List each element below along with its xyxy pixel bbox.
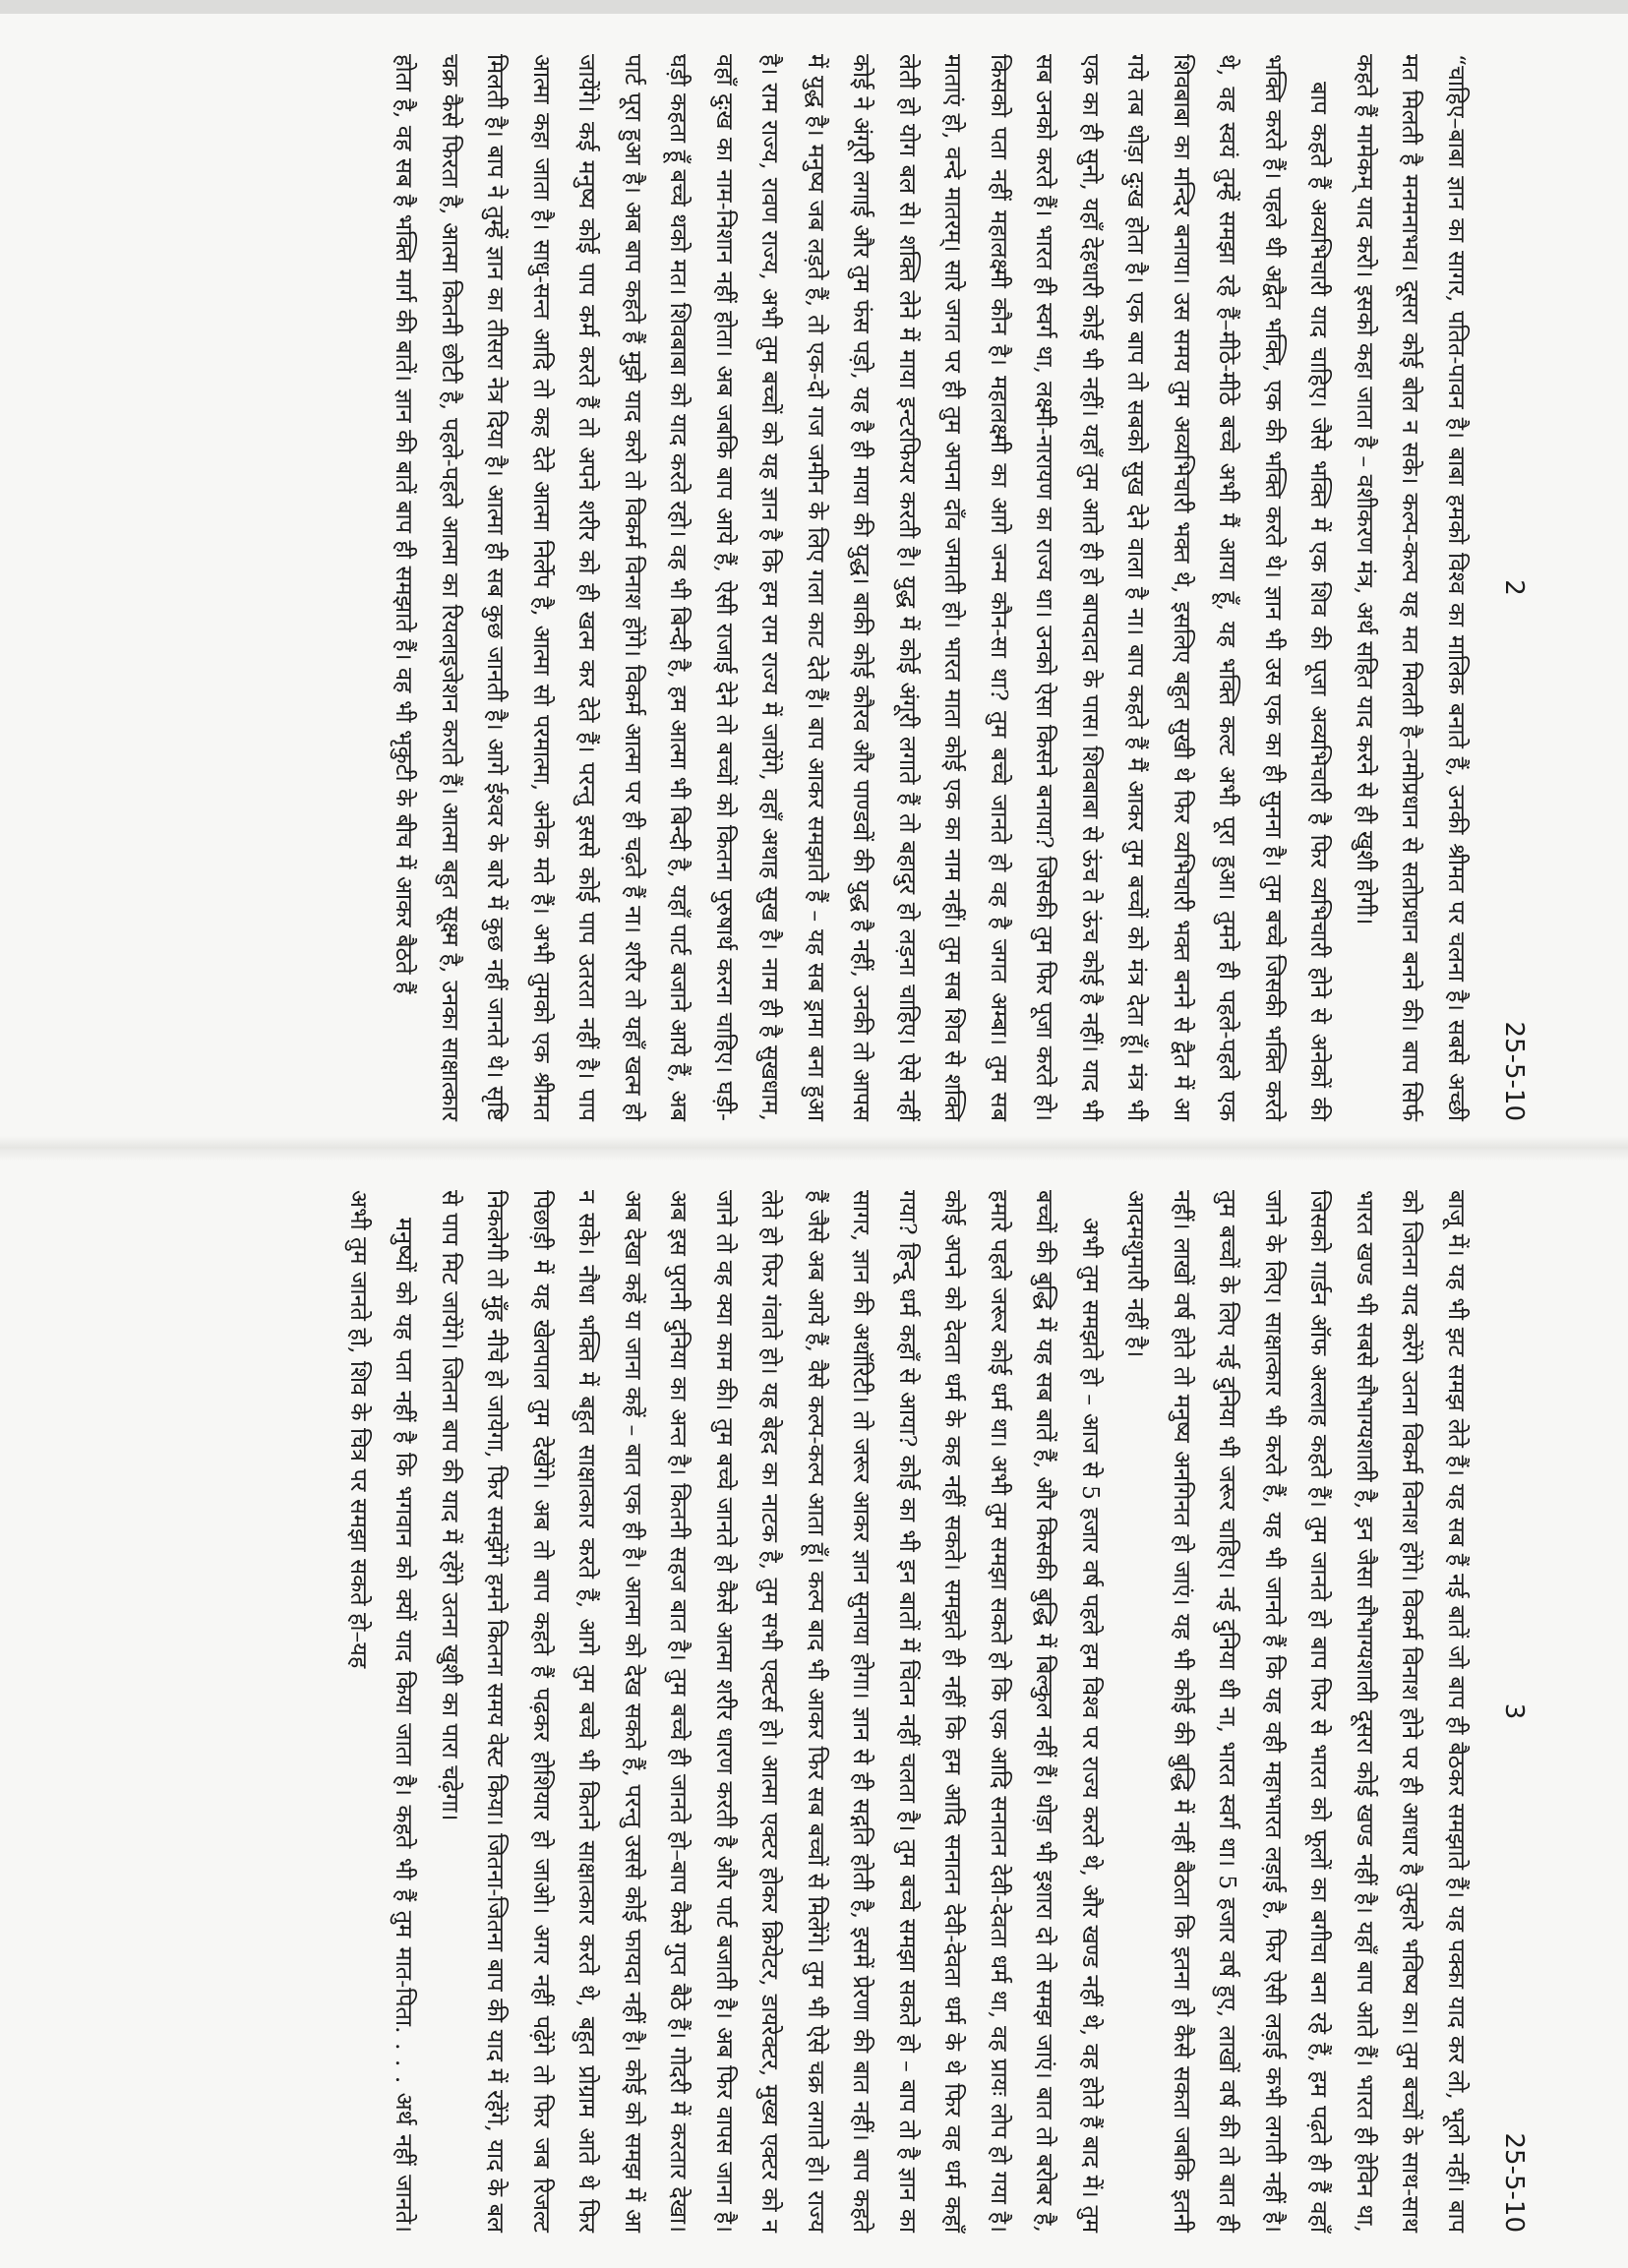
paragraph: “चाहिए–बाबा ज्ञान का सागर, पतित-पावन है। बाबा हमको विश्व का मालिक बनाते हैं, उनकी श्रीमत पर चलना है। सबसे अच्छी मत मिलती है मनमनाभव। दूसरा कोई बोल न सके। कल्प-कल्प यह मत मिलती है–तमोप्रधान से सतोप्रधान बनने की। बाप सिर्फ कहते हैं मामेकम् याद करो। इसको कहा जाता है – वशीकरण मंत्र, अर्थ सहित याद करने से ही खुशी होगी। [1352, 54, 1471, 1121]
bottom-page-text [336, 1190, 1480, 2233]
top-page [103, 54, 1535, 1121]
page-date: 25-5-10 [1499, 2132, 1529, 2233]
page-number: 3 [1499, 1702, 1529, 1720]
bottom-page-header [1479, 1190, 1535, 2233]
paragraph: बाजू में। यह भी झट समझ लेते हैं। यह सब हैं नई बातें जो बाप ही बैठकर समझाते हैं। यह पक्का याद कर लो, भूलो नहीं। बाप को जितना याद करेंगे उतना विकर्म विनाश होंगे। विकर्म विनाश होने पर ही आधार है तुम्हारे भविष्य का। तुम बच्चों के साथ-साथ भारत खण्ड भी सबसे सौभाग्यशाली है, इन जैसा सौभाग्यशाली दूसरा कोई खण्ड नहीं है। यहाँ बाप आते हैं। भारत ही हेविन था, जिसको गार्डन ऑफ अल्लाह कहते हैं। तुम जानते हो बाप फिर से भारत को फूलों का बगीचा बना रहे हैं, हम पढ़ते ही हैं वहाँ जाने के लिए। साक्षात्कार भी करते हैं, यह भी जानते हैं कि यह वही महाभारत लड़ाई है, फिर ऐसी लड़ाई कभी लगती नहीं है। तुम बच्चों के लिए नई दुनिया भी जरूर चाहिए। नई दुनिया थी ना, भारत स्वर्ग था। 5 हजार वर्ष हुए, लाखों वर्ष की तो बात ही नहीं। लाखों वर्ष होते तो मनुष्य अनगिनत हो जाएं। यह भी कोई की बुद्धि में नहीं बैठता कि इतना हो कैसे सकता जबकि इतनी आदमशुमारी नहीं है। [1122, 1190, 1471, 2234]
page-number: 2 [1499, 579, 1529, 596]
page-date: 25-5-10 [1499, 1021, 1529, 1121]
bottom-page [103, 1190, 1535, 2233]
fold-crease [0, 1136, 1628, 1162]
paragraph: अभी तुम समझते हो – आज से 5 हजार वर्ष पहले हम विश्व पर राज्य करते थे, और खण्ड नहीं थे, वह होते हैं बाद में। तुम बच्चों की बुद्धि में यह सब बातें हैं, और किसकी बुद्धि में बिल्कुल नहीं हैं। थोड़ा भी इशारा दो तो समझ जाएं। बात तो बरोबर है, हमारे पहले जरूर कोई धर्म था। अभी तुम समझा सकते हो कि एक आदि सनातन देवी-देवता धर्म था, वह प्रायः लोप हो गया है। कोई अपने को देवता धर्म के कह नहीं सकते। समझते ही नहीं कि हम आदि सनातन देवी-देवता धर्म के थे फिर वह धर्म कहाँ गया? हिन्दू धर्म कहाँ से आया? कोई का भी इन बातों में चिंतन नहीं चलता है। तुम बच्चे समझा सकते हो – बाप तो है ज्ञान का सागर, ज्ञान की अथॉरिटी। तो जरूर आकर ज्ञान सुनाया होगा। ज्ञान से ही सद्गति होती है, इसमें प्रेरणा की बात नहीं। बाप कहते हैं जैसे अब आये हैं, वैसे कल्प-कल्प आता हूँ। कल्प बाद भी आकर फिर सब बच्चों से मिलेंगे। तुम भी ऐसे चक्र लगाते हो। राज्य लेते हो फिर गंवाते हो। यह बेहद का नाटक है, तुम सभी एक्टर्स हो। आत्मा एक्टर होकर क्रियेटर, डायरेक्टर, मुख्य एक्टर को न जाने तो वह क्या काम की। तुम बच्चे जानते हो कैसे आत्मा शरीर धारण करती है और पार्ट बजाती है। अब फिर वापस जाना है। अब इस पुरानी दुनिया का अन्त है। कितनी सहज बात है। तुम बच्चे ही जानते हो–बाप कैसे गुप्त बैठे हैं। गोदरी में करतार देखा। अब देखा कहें या जाना कहें – बात एक ही है। आत्मा को देख सकते हैं, परन्तु उससे कोई फायदा नहीं है। कोई को समझ में आ न सके। नौधा भक्ति में बहुत साक्षात्कार करते हैं, आगे तुम बच्चे भी कितने साक्षात्कार करते थे, बहुत प्रोग्राम आते थे फिर पिछाड़ी में यह खेलपाल तुम देखेंगे। अब तो बाप कहते हैं पढ़कर होशियार हो जाओ। अगर नहीं पढ़ेंगे तो फिर जब रिजल्ट निकलेगी तो मुँह नीचे हो जायेगा, फिर समझेंगे हमने कितना समय वेस्ट किया। जितना-जितना बाप की याद में रहेंगे, याद के बल से पाप मिट जायेंगे। जितना बाप की याद में रहेंगे उतना खुशी का पारा चढ़ेगा। [437, 1190, 1105, 2233]
top-page-header [1479, 54, 1535, 1121]
paragraph: मनुष्यों को यह पता नहीं है कि भगवान को क्यों याद किया जाता है। कहते भी हैं तुम मात-पिता. . . . अर्थ नहीं जानते। अभी तुम जानते हो, शिव के चित्र पर समझा सकते हो–यह [345, 1190, 419, 2233]
scan-edge [0, 0, 1628, 14]
top-page-text [382, 54, 1479, 1121]
paragraph: बाप कहते हैं अव्यभिचारी याद चाहिए। जैसे भक्ति में एक शिव की पूजा अव्यभिचारी है फिर व्यभिचारी होने से अनेकों की भक्ति करते हैं। पहले थी अद्वैत भक्ति, एक की भक्ति करते थे। ज्ञान भी उस एक का ही सुनना है। तुम बच्चे जिसकी भक्ति करते थे, वह स्वयं तुम्हें समझा रहे हैं–मीठे-मीठे बच्चे अभी मैं आया हूँ, यह भक्ति कल्ट अभी पूरा हुआ। तुमने ही पहले-पहले एक शिवबाबा का मन्दिर बनाया। उस समय तुम अव्यभिचारी भक्त थे, इसलिए बहुत सुखी थे फिर व्यभिचारी भक्त बनने से द्वैत में आ गये तब थोड़ा दुःख होता है। एक बाप तो सबको सुख देने वाला है ना। बाप कहते हैं मैं आकर तुम बच्चों को मंत्र देता हूँ। मंत्र भी एक का ही सुनो, यहाँ देहधारी कोई भी नहीं। यहाँ तुम आते ही हो बापदादा के पास। शिवबाबा से ऊंच ते ऊंच कोई है नहीं। याद भी सब उनको करते हैं। भारत ही स्वर्ग था, लक्ष्मी-नारायण का राज्य था। उनको ऐसा किसने बनाया? जिसकी तुम फिर पूजा करते हो। किसको पता नहीं महालक्ष्मी कौन है। महालक्ष्मी का आगे जन्म कौन-सा था? तुम बच्चे जानते हो वह है जगत अम्बा। तुम सब माताएं हो, वन्दे मातरम्। सारे जगत पर ही तुम अपना दाँव जमाती हो। भारत माता कोई एक का नाम नहीं। तुम सब शिव से शक्ति लेती हो योग बल से। शक्ति लेने में माया इन्टरफियर करती है। युद्ध में कोई अंगूरी लगाते हैं तो बहादुर हो लड़ना चाहिए। ऐसे नहीं कोई ने अंगूरी लगाई और तुम फंस पड़ो, यह है ही माया की युद्ध। बाकी कोई कौरव और पाण्डवों की युद्ध है नहीं, उनकी तो आपस में युद्ध है। मनुष्य जब लड़ते हैं, तो एक-दो गज जमीन के लिए गला काट देते हैं। बाप आकर समझाते हैं – यह सब ड्रामा बना हुआ है। राम राज्य, रावण राज्य, अभी तुम बच्चों को यह ज्ञान है कि हम राम राज्य में जायेंगे, वहाँ अथाह सुख है। नाम ही है सुखधाम, वहाँ दुःख का नाम-निशान नहीं होता। अब जबकि बाप आये हैं, ऐसी राजाई देने तो बच्चों को कितना पुरुषार्थ करना चाहिए। घड़ी-घड़ी कहता हूँ बच्चे थको मत। शिवबाबा को याद करते रहो। वह भी बिन्दी है, हम आत्मा भी बिन्दी है, यहाँ पार्ट बजाने आये हैं, अब पार्ट पूरा हुआ है। अब बाप कहते हैं मुझे याद करो तो विकर्म विनाश होंगे। विकर्म आत्मा पर ही चढ़ते हैं ना। शरीर तो यहाँ खत्म हो जायेंगे। कई मनुष्य कोई पाप कर्म करते हैं तो अपने शरीर को ही खत्म कर देते हैं। परन्तु इससे कोई पाप उतरता नहीं है। पाप आत्मा कहा जाता है। साधु-सन्त आदि तो कह देते आत्मा निर्लेप है, आत्मा सो परमात्मा, अनेक मते हैं। अभी तुमको एक श्रीमत मिलती है। बाप ने तुम्हें ज्ञान का तीसरा नेत्र दिया है। आत्मा ही सब कुछ जानती है। आगे ईश्वर के बारे में कुछ नहीं जानते थे। सृष्टि चक्र कैसे फिरता है, आत्मा कितनी छोटी है, पहले-पहले आत्मा का रियलाइजेशन कराते हैं। आत्मा बहुत सूक्ष्म है, उनका साक्षात्कार होता है, वह सब है भक्ति मार्ग की बातें। ज्ञान की बातें बाप ही समझाते हैं। वह भी भृकुटी के बीच में आकर बैठते हैं [391, 54, 1334, 1121]
